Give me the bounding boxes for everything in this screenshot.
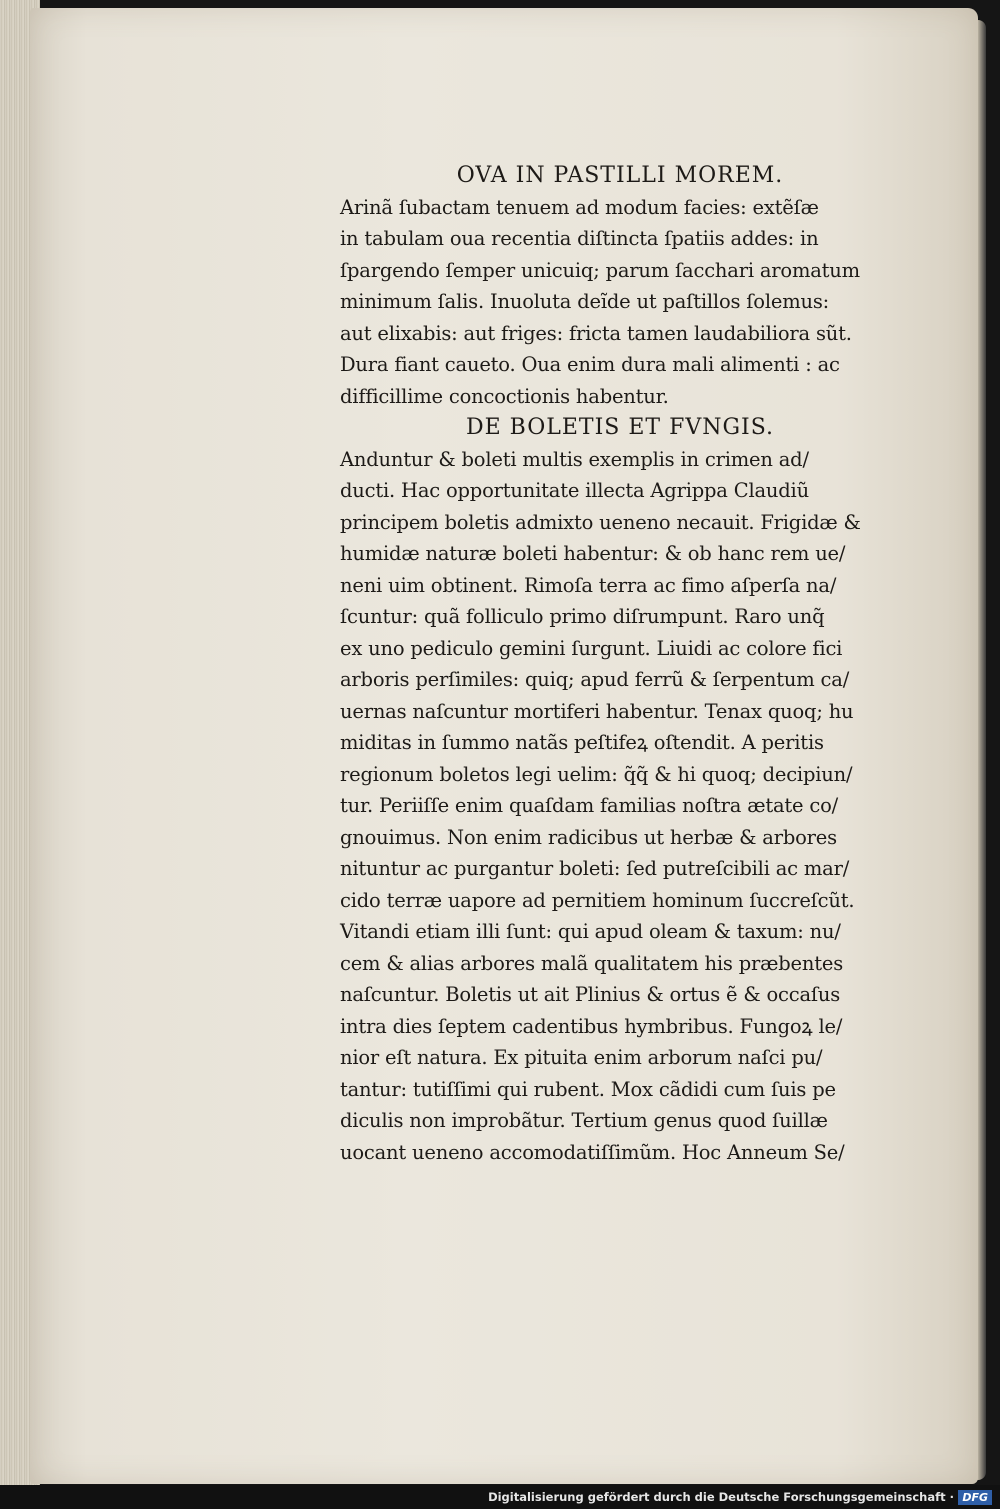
text-line: regionum boletos legi uelim: q̃q̃ & hi quoq; decipiun/	[340, 762, 853, 786]
text-line: naſcuntur. Boletis ut ait Plinius & ortus ẽ & occaſus	[340, 983, 841, 1006]
text-line: arboris perſimiles: quiq; apud ferrũ & ſerpentum ca/	[340, 668, 850, 691]
funding-credit: Digitalisierung gefördert durch die Deutsche Forschungsgemeinschaft ·	[488, 1490, 954, 1504]
text-line: difficillime concoctionis habentur.	[340, 384, 669, 408]
text-line: Vitandi etiam illi ſunt: qui apud oleam & taxum: nu/	[340, 920, 841, 943]
text-line: Anduntur & boleti multis exemplis in crimen ad/	[340, 447, 809, 471]
heading-ova: OVA IN PASTILLI MOREM.	[456, 163, 784, 188]
text-line: ſcuntur: quã folliculo primo diſrumpunt. Raro unq̃	[340, 605, 825, 628]
printed-text	[340, 160, 900, 1168]
text-line: uernas naſcuntur mortiferi habentur. Tenax quoq; hu	[340, 699, 854, 723]
text-line: in tabulam oua recentia diſtincta ſpatiis addes: in	[340, 227, 819, 250]
text-line: Arinã ſubactam tenuem ad modum facies: extẽſæ	[340, 195, 819, 219]
text-line: minimum ſalis. Inuoluta deĩde ut paſtillos ſolemus:	[340, 290, 830, 313]
text-line: Dura fiant caueto. Oua enim dura mali alimenti : ac	[340, 353, 840, 376]
dfg-logo: DFG	[958, 1490, 992, 1505]
heading-boletis: DE BOLETIS ET FVNGIS.	[465, 415, 775, 440]
text-line: tur. Periiſſe enim quaſdam familias noſtra ætate co/	[340, 794, 838, 817]
text-line: ex uno pediculo gemini ſurgunt. Liuidi ac colore fici	[340, 636, 843, 660]
text-line: principem boletis admixto ueneno necauit. Frigidæ &	[340, 510, 861, 534]
text-line: cido terræ uapore ad pernitiem hominum ſuccreſcũt.	[340, 888, 855, 912]
text-line: neni uim obtinent. Rimoſa terra ac fimo aſperſa na/	[340, 573, 837, 597]
text-line: ſpargendo ſemper unicuiq; parum ſacchari aromatum	[340, 258, 860, 282]
text-line: miditas in ſummo natãs peſtifeꝝ oſtendit. A peritis	[340, 731, 824, 754]
section-boletis	[340, 444, 900, 1169]
text-line: nior eſt natura. Ex pituita enim arborum naſci pu/	[340, 1046, 823, 1069]
text-line: cem & alias arbores malã qualitatem his præbentes	[340, 951, 844, 975]
text-line: uocant ueneno accomodatiſſimũm. Hoc Anneum Se/	[340, 1140, 845, 1164]
text-line: intra dies ſeptem cadentibus hymbribus. Fungoꝝ le/	[340, 1014, 843, 1038]
text-line: nituntur ac purgantur boleti: ſed putreſcibili ac mar/	[340, 857, 850, 880]
section-ova	[340, 192, 900, 413]
text-line: ducti. Hac opportunitate illecta Agrippa Claudiũ	[340, 479, 809, 502]
text-line: aut elixabis: aut friges: fricta tamen laudabiliora sũt.	[340, 321, 852, 345]
text-line: diculis non improbãtur. Tertium genus quod ſuillæ	[340, 1109, 828, 1132]
text-line: tantur: tutiſſimi qui rubent. Mox cãdidi cum ſuis pe	[340, 1077, 836, 1101]
text-line: humidæ naturæ boleti habentur: & ob hanc rem ue/	[340, 542, 846, 565]
text-line: gnouimus. Non enim radicibus ut herbæ & arbores	[340, 825, 837, 849]
